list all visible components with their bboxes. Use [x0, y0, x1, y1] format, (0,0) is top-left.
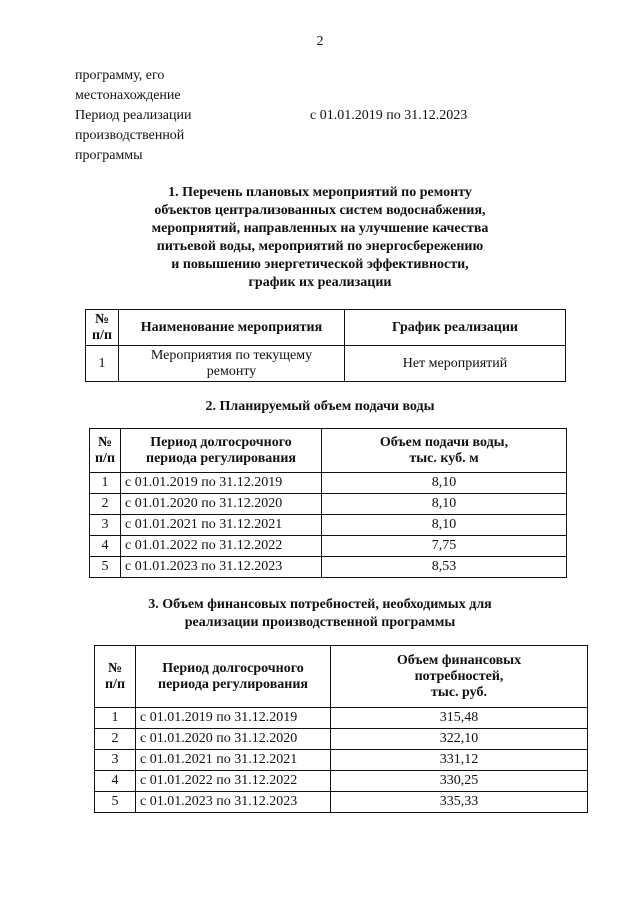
cell-schedule: Нет мероприятий — [345, 346, 566, 382]
cell-num: 1 — [90, 473, 121, 494]
table-row — [95, 708, 588, 729]
intro-label: программу, его — [75, 68, 165, 83]
header-period-line1: Период долгосрочного — [150, 434, 292, 450]
table-row — [90, 557, 567, 578]
header-value-line1: Объем подачи воды, — [379, 434, 509, 450]
header-num-line1: № — [94, 311, 110, 327]
header-num — [86, 310, 119, 346]
cell-period: с 01.01.2019 по 31.12.2019 — [121, 473, 322, 494]
cell-value: 330,25 — [331, 771, 588, 792]
header-value-line1: Объем финансовых — [396, 652, 522, 668]
cell-measure-name — [119, 346, 345, 382]
cell-period: с 01.01.2022 по 31.12.2022 — [136, 771, 331, 792]
title-line: объектов централизованных систем водоснабжения, — [154, 203, 486, 218]
program-info-block — [75, 66, 595, 166]
cell-period: с 01.01.2020 по 31.12.2020 — [136, 729, 331, 750]
cell-num: 1 — [86, 346, 119, 382]
cell-period: с 01.01.2023 по 31.12.2023 — [121, 557, 322, 578]
intro-label: производственной — [75, 128, 185, 143]
intro-label: Период реализации — [75, 108, 192, 123]
header-num — [90, 429, 121, 473]
cell-value: 8,53 — [322, 557, 567, 578]
header-value-line2: потребностей, — [414, 668, 504, 684]
title-line: и повышению энергетической эффективности, — [171, 257, 469, 272]
header-financial-needs — [331, 646, 588, 708]
measure-name-line1: Мероприятия по текущему — [150, 347, 313, 363]
table-row — [95, 771, 588, 792]
header-num-line1: № — [97, 434, 113, 450]
title-line: график их реализации — [248, 275, 392, 290]
intro-line — [75, 86, 595, 106]
intro-line — [75, 126, 595, 146]
intro-value — [310, 66, 595, 86]
header-num-line1: № — [107, 660, 123, 676]
cell-period: с 01.01.2020 по 31.12.2020 — [121, 494, 322, 515]
intro-value — [310, 86, 595, 106]
table-header-row — [90, 429, 567, 473]
header-num-line2: п/п — [94, 450, 116, 466]
intro-label: программы — [75, 148, 143, 163]
table-header-row — [95, 646, 588, 708]
title-line: 1. Перечень плановых мероприятий по ремонту — [168, 185, 472, 200]
table-row — [95, 750, 588, 771]
header-period-line2: периода регулирования — [146, 450, 296, 466]
intro-value — [310, 126, 595, 146]
table-row — [90, 473, 567, 494]
cell-period: с 01.01.2021 по 31.12.2021 — [121, 515, 322, 536]
header-measure-name: Наименование мероприятия — [119, 310, 345, 346]
cell-value: 7,75 — [322, 536, 567, 557]
page-number: 2 — [316, 34, 324, 49]
cell-num: 3 — [90, 515, 121, 536]
title-line: питьевой воды, мероприятий по энергосбережению — [156, 239, 484, 254]
header-period-line1: Период долгосрочного — [162, 660, 304, 676]
header-period — [136, 646, 331, 708]
table-row — [95, 729, 588, 750]
intro-line — [75, 106, 595, 126]
table-row — [95, 792, 588, 813]
cell-num: 2 — [95, 729, 136, 750]
measure-name-line2: ремонту — [206, 363, 257, 379]
table-row — [90, 515, 567, 536]
cell-period: с 01.01.2021 по 31.12.2021 — [136, 750, 331, 771]
intro-line — [75, 146, 595, 166]
repair-measures-table — [85, 309, 566, 382]
cell-num: 5 — [90, 557, 121, 578]
intro-line — [75, 66, 595, 86]
cell-value: 335,33 — [331, 792, 588, 813]
title-line: 3. Объем финансовых потребностей, необходимых для — [148, 597, 492, 612]
cell-period: с 01.01.2023 по 31.12.2023 — [136, 792, 331, 813]
cell-value: 315,48 — [331, 708, 588, 729]
header-value-line2: тыс. куб. м — [409, 450, 479, 466]
financial-needs-table — [94, 645, 588, 813]
implementation-period-value: с 01.01.2019 по 31.12.2023 — [310, 108, 468, 123]
cell-num: 4 — [90, 536, 121, 557]
header-num-line2: п/п — [91, 327, 113, 343]
section-1-title — [60, 184, 580, 292]
intro-label: местонахождение — [75, 88, 181, 103]
cell-num: 2 — [90, 494, 121, 515]
header-num-line2: п/п — [104, 676, 126, 692]
table-row — [90, 536, 567, 557]
title-line: реализации производственной программы — [184, 615, 456, 630]
intro-value — [310, 146, 595, 166]
header-value-line3: тыс. руб. — [431, 684, 487, 700]
cell-value: 8,10 — [322, 515, 567, 536]
section-2-title: 2. Планируемый объем подачи воды — [205, 399, 435, 414]
cell-value: 8,10 — [322, 473, 567, 494]
cell-value: 331,12 — [331, 750, 588, 771]
section-3-title — [60, 596, 580, 632]
header-schedule: График реализации — [345, 310, 566, 346]
header-water-volume — [322, 429, 567, 473]
table-row — [86, 346, 566, 382]
cell-period: с 01.01.2022 по 31.12.2022 — [121, 536, 322, 557]
table-row — [90, 494, 567, 515]
header-period — [121, 429, 322, 473]
water-supply-table — [89, 428, 567, 578]
cell-value: 322,10 — [331, 729, 588, 750]
cell-num: 1 — [95, 708, 136, 729]
header-period-line2: периода регулирования — [158, 676, 308, 692]
cell-value: 8,10 — [322, 494, 567, 515]
header-num — [95, 646, 136, 708]
cell-period: с 01.01.2019 по 31.12.2019 — [136, 708, 331, 729]
table-header-row — [86, 310, 566, 346]
cell-num: 3 — [95, 750, 136, 771]
title-line: мероприятий, направленных на улучшение качества — [151, 221, 489, 236]
cell-num: 5 — [95, 792, 136, 813]
cell-num: 4 — [95, 771, 136, 792]
